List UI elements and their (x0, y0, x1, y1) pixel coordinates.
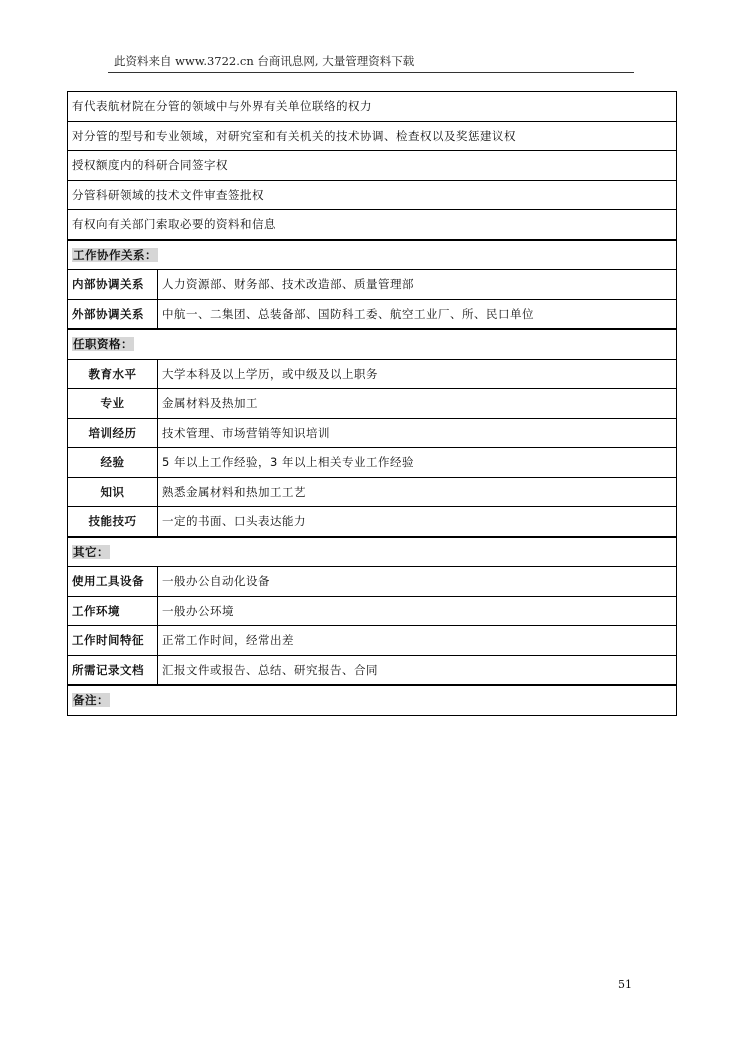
other-value: 一般办公环境 (158, 596, 677, 626)
section-row-remarks (68, 685, 677, 715)
table-row (68, 151, 677, 181)
table-row (68, 92, 677, 122)
page-header (108, 52, 634, 73)
qualification-label: 经验 (68, 448, 158, 478)
qualification-label: 技能技巧 (68, 507, 158, 537)
other-value: 一般办公自动化设备 (158, 567, 677, 597)
table-row (68, 299, 677, 329)
qualification-value: 金属材料及热加工 (158, 389, 677, 419)
table-row (68, 389, 677, 419)
qualification-value: 大学本科及以上学历，或中级及以上职务 (158, 359, 677, 389)
table-row (68, 655, 677, 685)
job-description-table (67, 91, 677, 716)
other-label: 工作环境 (68, 596, 158, 626)
authority-item: 有权向有关部门索取必要的资料和信息 (68, 210, 677, 240)
section-row-other (68, 537, 677, 567)
relation-value: 人力资源部、财务部、技术改造部、质量管理部 (158, 270, 677, 300)
authority-item: 对分管的型号和专业领域，对研究室和有关机关的技术协调、检查权以及奖惩建议权 (68, 121, 677, 151)
other-value: 正常工作时间，经常出差 (158, 626, 677, 656)
other-label: 使用工具设备 (68, 567, 158, 597)
authority-item: 授权额度内的科研合同签字权 (68, 151, 677, 181)
section-title-remarks: 备注： (73, 693, 109, 708)
table-row (68, 359, 677, 389)
authority-item: 有代表航材院在分管的领域中与外界有关单位联络的权力 (68, 92, 677, 122)
table-row (68, 507, 677, 537)
table-row (68, 596, 677, 626)
qualification-label: 专业 (68, 389, 158, 419)
page-number: 51 (618, 978, 632, 991)
section-row-qualifications (68, 329, 677, 359)
other-value: 汇报文件或报告、总结、研究报告、合同 (158, 655, 677, 685)
table-row (68, 477, 677, 507)
section-row-relations (68, 240, 677, 270)
relation-value: 中航一、二集团、总装备部、国防科工委、航空工业厂、所、民口单位 (158, 299, 677, 329)
relation-label: 外部协调关系 (68, 299, 158, 329)
header-text: 此资料来自 www.3722.cn 台商讯息网, 大量管理资料下载 (114, 54, 415, 68)
relation-label: 内部协调关系 (68, 270, 158, 300)
section-title-relations: 工作协作关系： (73, 247, 157, 262)
qualification-label: 教育水平 (68, 359, 158, 389)
table-row (68, 567, 677, 597)
section-title-qualifications: 任职资格： (73, 337, 133, 352)
other-label: 工作时间特征 (68, 626, 158, 656)
authority-item: 分管科研领域的技术文件审查签批权 (68, 180, 677, 210)
qualification-label: 知识 (68, 477, 158, 507)
qualification-value: 技术管理、市场营销等知识培训 (158, 418, 677, 448)
table-row (68, 626, 677, 656)
table-row (68, 180, 677, 210)
table-row (68, 210, 677, 240)
table-row (68, 121, 677, 151)
qualification-value: 熟悉金属材料和热加工工艺 (158, 477, 677, 507)
qualification-label: 培训经历 (68, 418, 158, 448)
other-label: 所需记录文档 (68, 655, 158, 685)
qualification-value: 一定的书面、口头表达能力 (158, 507, 677, 537)
table-row (68, 270, 677, 300)
qualification-value: 5 年以上工作经验，3 年以上相关专业工作经验 (158, 448, 677, 478)
table-row (68, 418, 677, 448)
section-title-other: 其它： (73, 544, 109, 559)
table-row (68, 448, 677, 478)
